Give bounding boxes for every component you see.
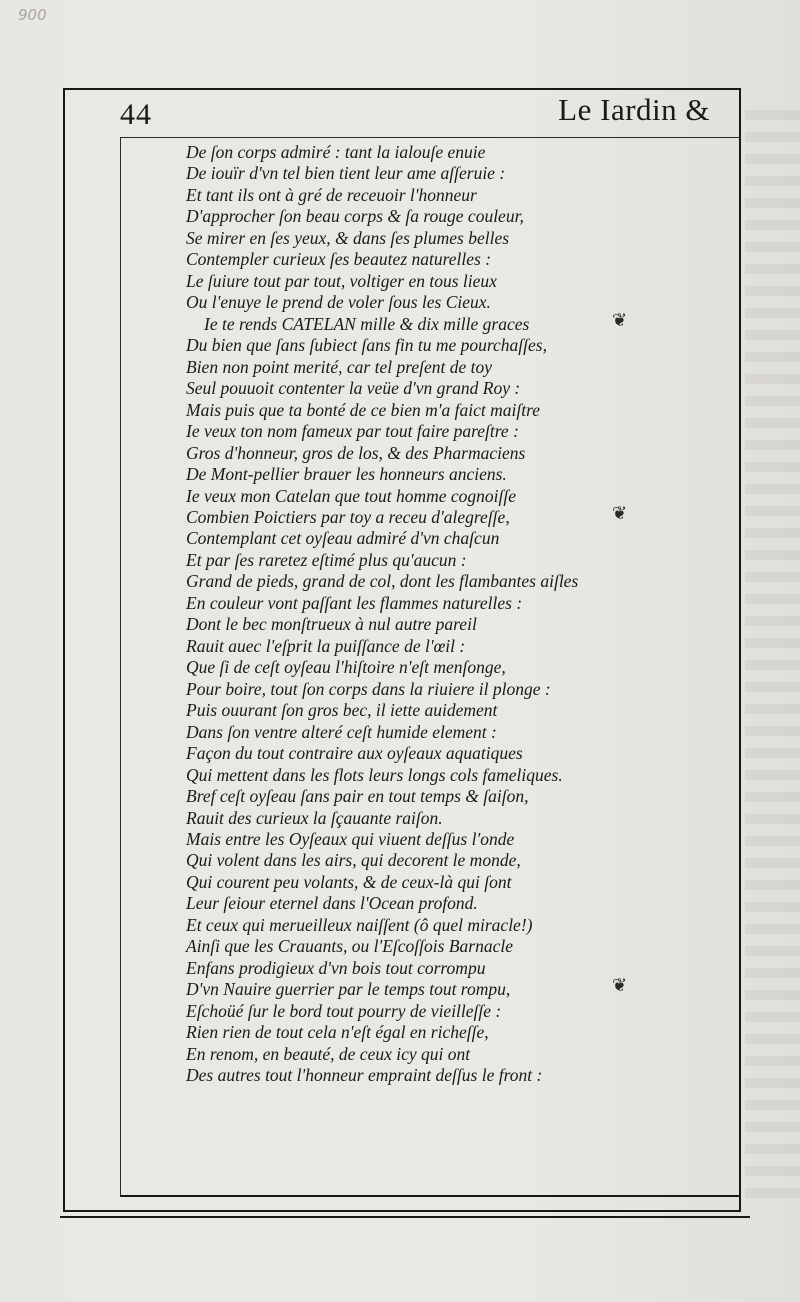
- verse-line: Se mirer en ſes yeux, & dans ſes plumes belles: [186, 227, 510, 248]
- verse-line: Du bien que ſans ſubiect ſans fin tu me pourchaſſes,: [186, 335, 547, 356]
- verse-line: En couleur vont paſſant les flammes naturelles :: [186, 592, 523, 613]
- verse-line: Et par ſes raretez eſtimé plus qu'aucun :: [186, 549, 467, 570]
- verse-line: Contempler curieux ſes beautez naturelles :: [186, 249, 492, 270]
- running-title: Le Iardin &: [558, 92, 710, 127]
- pencil-mark: 900: [18, 6, 47, 24]
- verse-line: Et ceux qui merueilleux naiſſent (ô quel miracle!): [186, 914, 533, 935]
- verse-line: Et tant ils ont à gré de receuoir l'honneur: [186, 184, 477, 205]
- verse-line: Rauit des curieux la ſçauante raiſon.: [186, 807, 443, 828]
- page-number: 44: [120, 98, 152, 131]
- verse-line: De ſon corps admiré : tant la ialouſe enuie: [186, 142, 486, 162]
- verse-line: Contemplant cet oyſeau admiré d'vn chaſcun: [186, 528, 500, 549]
- verse-line: Bien non point merité, car tel preſent de toy: [186, 356, 493, 377]
- verse-block: [186, 142, 706, 1087]
- verse-line: Seul pouuoit contenter la veüe d'vn grand Roy :: [186, 378, 521, 399]
- verse-line: Pour boire, tout ſon corps dans la riuiere il plonge :: [186, 678, 551, 699]
- verse-line: Ie veux ton nom fameux par tout faire pareſtre :: [186, 421, 519, 442]
- verse-line: Qui courent peu volants, & de ceux-là qui ſont: [186, 871, 512, 892]
- verse-line: Ie veux mon Catelan que tout homme cognoiſſe: [186, 485, 516, 506]
- fleuron-ornament: ❦: [612, 310, 628, 330]
- page-header: [120, 92, 710, 138]
- verse-line: Façon du tout contraire aux oyſeaux aquatiques: [186, 743, 523, 764]
- verse-line: Qui volent dans les airs, qui decorent le monde,: [186, 850, 521, 871]
- verse-line: Mais entre les Oyſeaux qui viuent deſſus l'onde: [186, 829, 515, 849]
- verse-line: Eſchoüé ſur le bord tout pourry de vieilleſſe :: [186, 1000, 502, 1021]
- fleuron-ornament: ❦: [612, 975, 628, 995]
- verse-line: De iouïr d'vn tel bien tient leur ame aſſeruie :: [186, 163, 506, 184]
- verse-line: En renom, en beauté, de ceux icy qui ont: [186, 1043, 471, 1064]
- verse-line: Dans ſon ventre alteré ceſt humide element :: [186, 721, 497, 742]
- verse-line: Ainſi que les Crauants, ou l'Eſcoſſois Barnacle: [186, 936, 513, 957]
- verse-line: Enfans prodigieux d'vn bois tout corrompu: [186, 957, 486, 978]
- verse-line: Puis ouurant ſon gros bec, il iette auidement: [186, 700, 498, 721]
- verse-line: D'approcher ſon beau corps & ſa rouge couleur,: [186, 206, 524, 227]
- verse-line: Gros d'honneur, gros de los, & des Pharmaciens: [186, 442, 526, 463]
- bottom-rule: [60, 1216, 750, 1218]
- verse-line: Rauit auec l'eſprit la puiſſance de l'œil :: [186, 635, 466, 656]
- verse-line: Leur ſeiour eternel dans l'Ocean profond.: [186, 893, 478, 914]
- fleuron-ornament: ❦: [612, 503, 628, 523]
- verse-line: Rien rien de tout cela n'eſt égal en richeſſe,: [186, 1022, 489, 1043]
- verse-line: De Mont-pellier brauer les honneurs anciens.: [186, 464, 507, 485]
- verse-line: D'vn Nauire guerrier par le temps tout rompu,: [186, 979, 511, 1000]
- verse-line: Ou l'enuye le prend de voler ſous les Cieux.: [186, 292, 491, 313]
- verse-line: Grand de pieds, grand de col, dont les flambantes aiſles: [186, 571, 579, 592]
- verse-line: Le ſuiure tout par tout, voltiger en tous lieux: [186, 270, 497, 291]
- verse-line: Dont le bec monſtrueux à nul autre pareil: [186, 614, 477, 635]
- verse-line-stanza-start: Ie te rends CATELAN mille & dix mille graces: [204, 313, 530, 334]
- verse-line: Bref ceſt oyſeau ſans pair en tout temps & ſaiſon,: [186, 786, 529, 807]
- verse-line: Mais puis que ta bonté de ce bien m'a faict maiſtre: [186, 399, 540, 420]
- verse-line: Des autres tout l'honneur empraint deſſus le front :: [186, 1065, 543, 1086]
- facing-page-bleed-through: [745, 110, 800, 1210]
- verse-line: Que ſi de ceſt oyſeau l'hiſtoire n'eſt menſonge,: [186, 657, 506, 678]
- verse-line: Combien Poictiers par toy a receu d'alegreſſe,: [186, 506, 510, 527]
- verse-line: Qui mettent dans les flots leurs longs cols fameliques.: [186, 764, 563, 785]
